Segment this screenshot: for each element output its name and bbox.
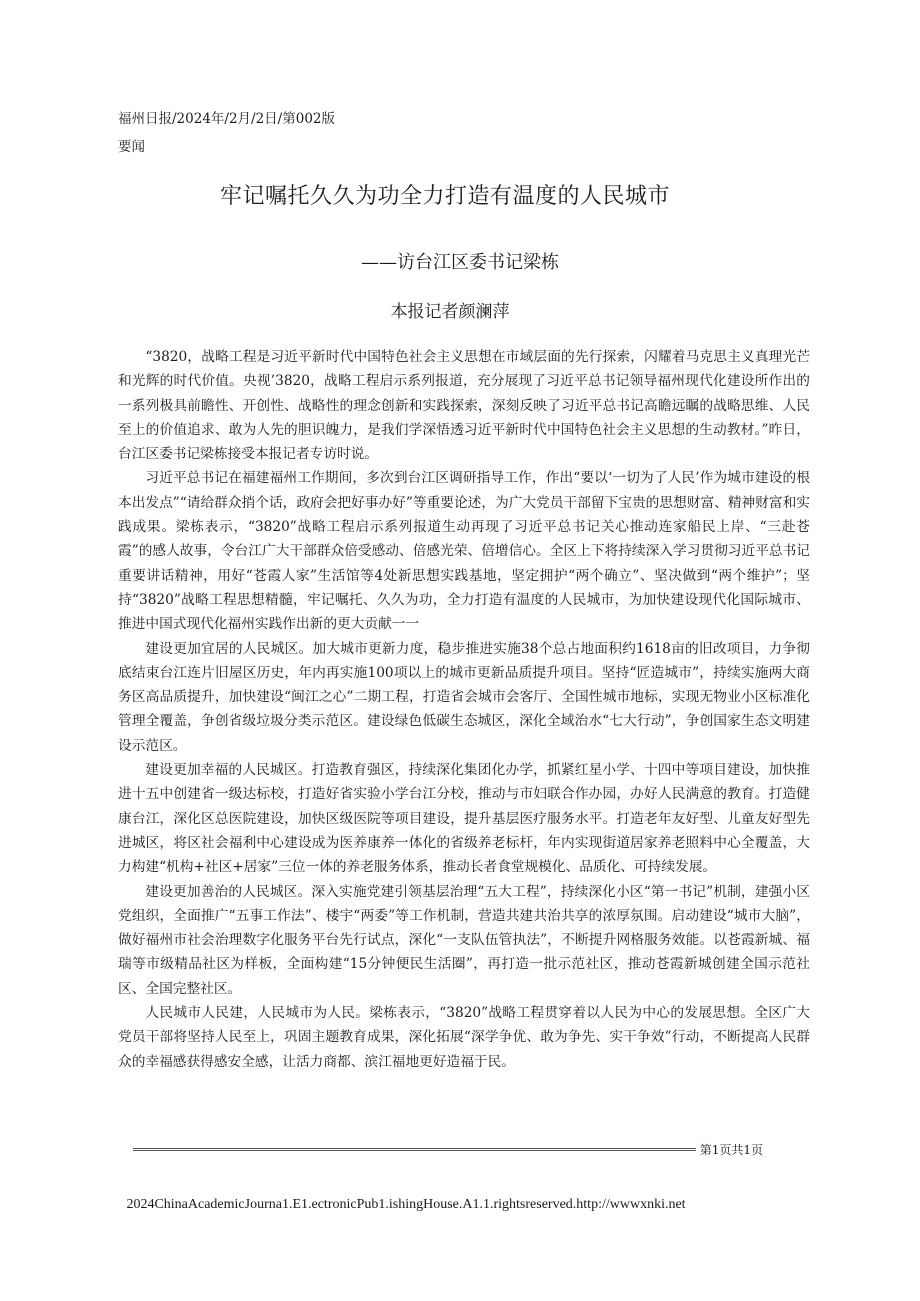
- paragraph-intro: “3820，战略工程是习近平新时代中国特色社会主义思想在市域层面的先行探索，闪耀着马克思主义真理光芒和光辉的时代价值。央视’3820，战略工程启示系列报道，充分展现了习近平总书记领导福州现代化建设所作出的一系列极具前瞻性、开创性、战略性的理念创新和实践探索，深刻反映了习近平总书记高瞻远瞩的战略思维、人民至上的价值追求、敢为人先的胆识魄力，是我们学深悟透习近平新时代中国特色社会主义思想的生动教材。”昨日，台江区委书记梁栋接受本报记者专访时说。: [118, 349, 810, 463]
- paragraph-happy: 建设更加幸福的人民城区。打造教育强区，持续深化集团化办学，抓紧红星小学、十四中等项目建设，加快推进十五中创建省一级达标校，打造好省实验小学台江分校，推动与市妇联合作办园，办好人民满意的教育。打造健康台江，深化区总医院建设，加快区级医院等项目建设，提升基层医疗服务水平。打造老年友好型、儿童友好型先进城区，将区社会福利中心建设成为医养康养一体化的省级养老标杆，年内实现街道居家养老照料中心全覆盖，大力构建“机构+社区+居家”三位一体的养老服务体系，推动长者食堂规模化、品质化、可持续发展。: [118, 762, 810, 876]
- footer-divider: [133, 1148, 696, 1151]
- article-byline: 本报记者颜澜萍: [390, 302, 510, 322]
- paragraph-governance: 建设更加善治的人民城区。深入实施党建引领基层治理“五大工程”，持续深化小区“第一书记”机制，建强小区党组织，全面推广“五事工作法”、楼宇“两委”等工作机制，营造共建共治共享的浓厚氛围。启动建设“城市大脑”，做好福州市社会治理数字化服务平台先行试点，深化“一支队伍管执法”，不断提升网格服务效能。以苍霞新城、福瑞等市级精品社区为样板，全面构建“15分钟便民生活圈”，再打造一批示范社区，推动苍霞新城创建全国示范社区、全国完整社区。: [118, 883, 810, 997]
- paragraph-livable: 建设更加宜居的人民城区。加大城市更新力度，稳步推进实施38个总占地面积约1618亩的旧改项目，力争彻底结束台江连片旧屋区历史，年内再实施100项以上的城市更新品质提升项目。坚持“匠造城市”，持续实施两大商务区高品质提升，加快建设“闽江之心”二期工程，打造省会城市会客厅、全国性城市地标，实现无物业小区标准化管理全覆盖，争创省级垃圾分类示范区。建设绿色低碳生态城区，深化全域治水“七大行动”，争创国家生态文明建设示范区。: [118, 640, 810, 754]
- page-footer: [133, 1141, 763, 1157]
- section-label: 要闻: [118, 139, 145, 155]
- paragraph-conclusion: 人民城市人民建，人民城市为人民。梁栋表示，“3820”战略工程贯穿着以人民为中心的发展思想。全区广大党员干部将坚持人民至上，巩固主题教育成果，深化拓展“深学争优、敢为争先、实干争效”行动，不断提高人民群众的幸福感获得感安全感，让活力商都、滨江福地更好造福于民。: [118, 1005, 810, 1070]
- source-line: 福州日报/2024年/2月/2日/第002版: [118, 111, 335, 127]
- page-number: 第1页共1页: [699, 1142, 763, 1157]
- article-subtitle: ——访台江区委书记梁栋: [361, 252, 559, 273]
- article-body: [118, 345, 810, 1074]
- paragraph-background: 习近平总书记在福建福州工作期间，多次到台江区调研指导工作，作出“要以‘一切为了人民’作为城市建设的根本出发点”“请给群众捎个话，政府会把好事办好”等重要论述，为广大党员干部留下宝贵的思想财富、精神财富和实践成果。梁栋表示，“3820”战略工程启示系列报道生动再现了习近平总书记关心推动连家船民上岸、“三赴苍霞”的感人故事，令台江广大干部群众倍受感动、倍感光荣、倍增信心。全区上下将持续深入学习贯彻习近平总书记重要讲话精神，用好“苍霞人家”生活馆等4处新思想实践基地，坚定拥护“两个确立”、坚决做到“两个维护”；坚持“3820”战略工程思想精髓，牢记嘱托、久久为功，全力打造有温度的人民城市，为加快建设现代化国际城市、推进中国式现代化福州实践作出新的更大贡献一一: [118, 470, 810, 633]
- article-title: 牢记嘱托久久为功全力打造有温度的人民城市: [219, 184, 670, 209]
- copyright-notice: 2024ChinaAcademicJourna1.E1.ectronicPub1.ishingHouse.A1.1.rightsreserved.http://wwwxnki.net: [126, 1197, 686, 1212]
